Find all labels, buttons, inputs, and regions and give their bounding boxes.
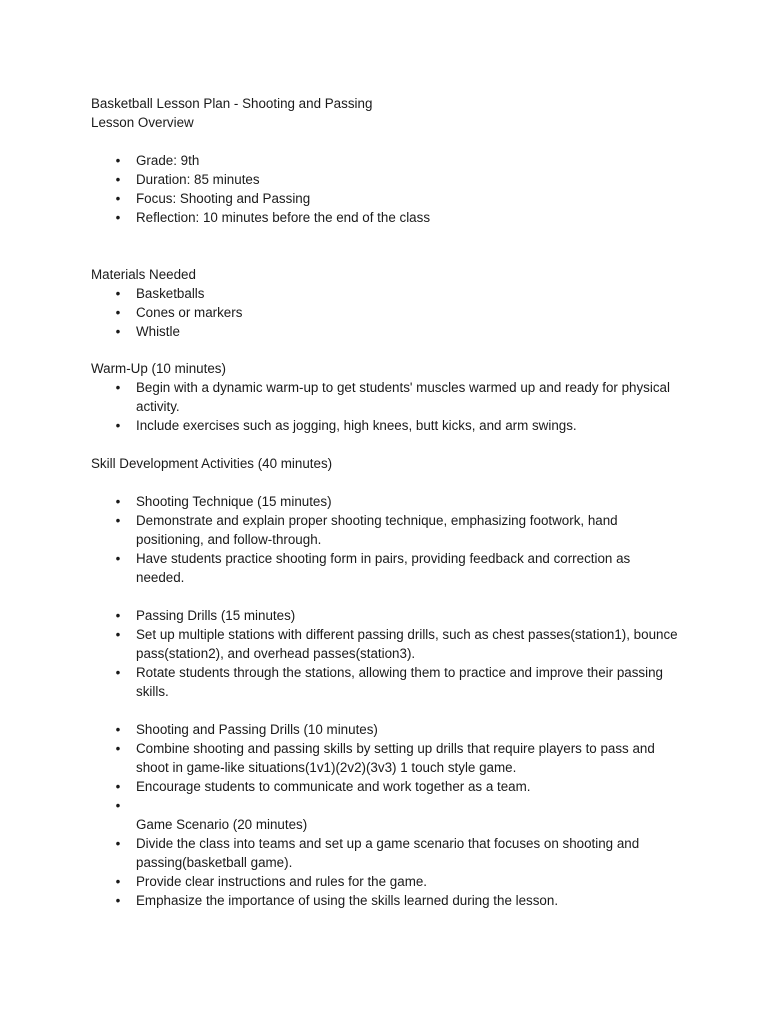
bullet-icon: •: [115, 798, 121, 813]
bullet-icon: •: [115, 741, 121, 756]
bullet-icon: •: [115, 722, 121, 737]
bullet-icon: •: [115, 191, 121, 206]
bullet-icon: •: [115, 874, 121, 889]
warmup-heading: Warm-Up (10 minutes): [91, 361, 226, 376]
overview-heading: Lesson Overview: [91, 115, 194, 130]
game-heading: Game Scenario (20 minutes): [136, 817, 308, 832]
bullet-icon: •: [115, 172, 121, 187]
bullet-icon: •: [115, 893, 121, 908]
document-page: Basketball Lesson Plan - Shooting and Passing Lesson Overview • Grade: 9th • Duration: 85 minutes • Focus: Shooting and Passing • Reflection: 10 minutes before the end of the class Materials Needed • Basketballs • Cones or markers • Whistle Warm-Up (10 minutes) • Begin with a dynamic warm-up to get students' muscles warmed up and ready for physical activity. • Include exercises such as jogging, high knees, butt kicks, and arm swings. Skill Development Activities (40 minutes) • Shooting Technique (15 minutes) • Demonstrate and explain proper shooting technique, emphasizing footwork, hand positioning, and follow-through. • Have students practice shooting form in pairs, providing feedback and correction as needed. • Passing Drills (15 minutes) • Set up multiple stations with different passing drills, such as chest passes(station1), bounce pass(station2), and overhead passes(station3). • Rotate students through the stations, allowing them to practice and improve their passing skills. • Shooting and Passing Drills (10 minutes) • Combine shooting and passing skills by setting up drills that require players to pass and shoot in game-like situations(1v1)(2v2)(3v3) 1 touch style game. • Encourage students to communicate and work together as a team. • Game Scenario (20 minutes) • Divide the class into teams and set up a game scenario that focuses on shooting and passing(basketball game). • Provide clear instructions and rules for the game. • Emphasize the importance of using the skills learned during the lesson.: [0, 0, 768, 1024]
skills-heading: Skill Development Activities (40 minutes): [91, 456, 333, 471]
bullet-icon: •: [115, 418, 121, 433]
bullet-icon: •: [115, 324, 121, 339]
bullet-icon: •: [115, 665, 121, 680]
bullet-icon: •: [115, 779, 121, 794]
materials-heading: Materials Needed: [91, 267, 196, 282]
bullet-icon: •: [115, 494, 121, 509]
bullet-icon: •: [115, 286, 121, 301]
document-title: Basketball Lesson Plan - Shooting and Passing: [91, 96, 373, 111]
bullet-icon: •: [115, 305, 121, 320]
bullet-icon: •: [115, 836, 121, 851]
bullet-icon: •: [115, 551, 121, 566]
bullet-icon: •: [115, 210, 121, 225]
bullet-icon: •: [115, 380, 121, 395]
bullet-icon: •: [115, 153, 121, 168]
bullet-icon: •: [115, 513, 121, 528]
bullet-icon: •: [115, 608, 121, 623]
bullet-icon: •: [115, 627, 121, 642]
